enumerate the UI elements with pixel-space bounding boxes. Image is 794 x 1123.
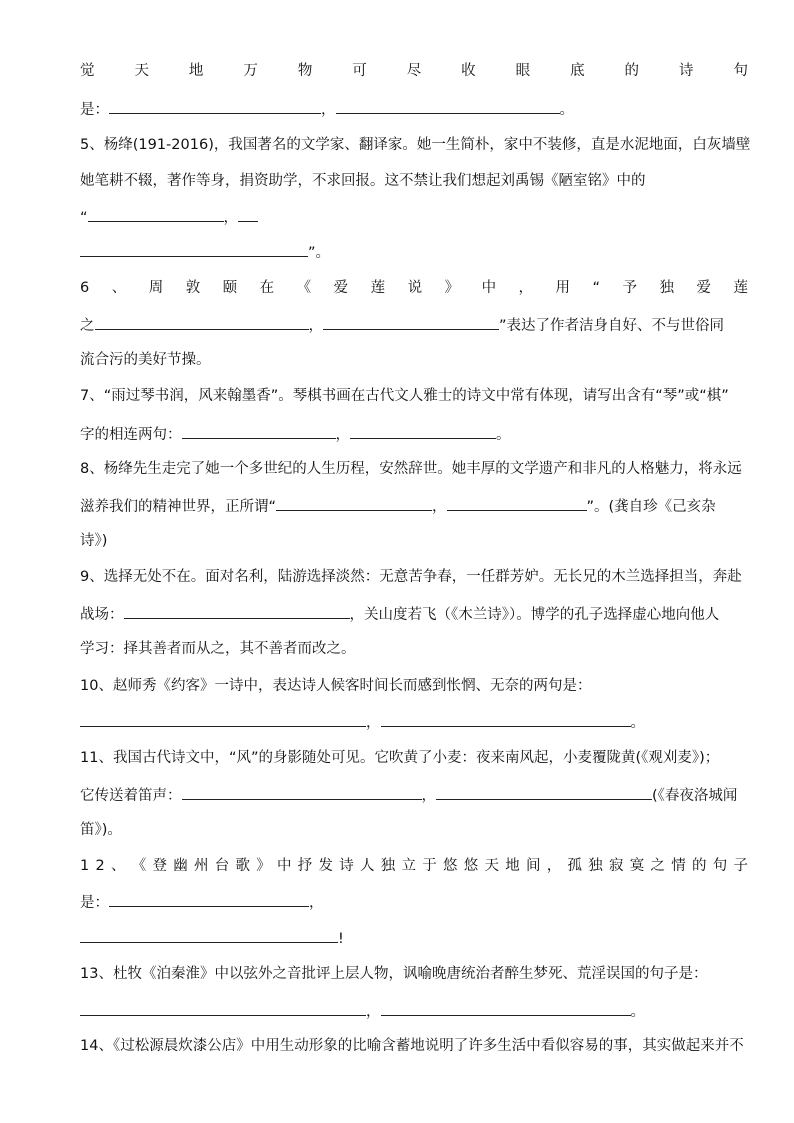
char: 、 bbox=[111, 280, 127, 296]
answer-blank[interactable] bbox=[88, 207, 224, 222]
q11-line-1: 11、我国古代诗文中，“风”的身影随处可见。它吹黄了小麦：夜来南风起，小麦覆陇黄(《观刈麦》)； bbox=[80, 750, 720, 766]
char: 中 bbox=[276, 858, 292, 874]
q12-line-1 bbox=[80, 857, 748, 875]
q5-line-4 bbox=[80, 242, 748, 262]
text: 是： bbox=[80, 102, 109, 118]
char: 物 bbox=[297, 63, 313, 79]
char: 周 bbox=[148, 280, 164, 296]
char: 悠 bbox=[442, 858, 458, 874]
char: 台 bbox=[214, 858, 230, 874]
char: 句 bbox=[712, 858, 728, 874]
answer-blank[interactable] bbox=[182, 785, 422, 800]
char: 在 bbox=[259, 280, 275, 296]
char: 予 bbox=[622, 280, 638, 296]
q7-line-1: 7、“雨过琴书润，风来翰墨香”。琴棋书画在古代文人雅士的诗文中常有体现，请写出含有“琴”或“棋” bbox=[80, 388, 729, 404]
text: ， bbox=[335, 427, 350, 443]
char: 、 bbox=[110, 858, 126, 874]
q8-line-1: 8、杨绛先生走完了她一个多世纪的人生历程，安然辞世。她丰厚的文学遗产和非凡的人格魅力，将永远 bbox=[80, 461, 742, 477]
char: 地 bbox=[188, 63, 204, 79]
q6-line-3: 流合污的美好节操。 bbox=[80, 352, 211, 368]
q9-line-1: 9、选择无处不在。面对名利，陆游选择淡然：无意苦争春，一任群芳妒。无长兄的木兰选择担当，奔赴 bbox=[80, 569, 742, 585]
q9-line-3: 学习：择其善者而从之，其不善者而改之。 bbox=[80, 641, 356, 657]
q10-line-1: 10、赵师秀《约客》一诗中，表达诗人候客时间长而感到怅惘、无奈的两句是： bbox=[80, 678, 592, 694]
char: ， bbox=[518, 280, 534, 296]
answer-blank[interactable] bbox=[323, 315, 499, 330]
char: 之 bbox=[650, 858, 665, 874]
text: ， bbox=[432, 499, 447, 515]
char: 寞 bbox=[629, 858, 645, 874]
char: 的 bbox=[624, 63, 640, 79]
q13-line-1: 13、杜牧《泊秦淮》中以弦外之音批评上层人物，讽喻晚唐统治者醉生梦死、荒淫误国的句子是： bbox=[80, 966, 708, 982]
char: 天 bbox=[134, 63, 149, 79]
q5-line-3 bbox=[80, 207, 748, 227]
answer-blank[interactable] bbox=[238, 207, 258, 222]
answer-blank[interactable] bbox=[336, 99, 560, 114]
q6-line-1 bbox=[80, 279, 748, 297]
q6-line-2 bbox=[80, 315, 748, 335]
text: 它传送着笛声： bbox=[80, 788, 182, 804]
text: ”。(龚自珍《己亥杂 bbox=[586, 499, 716, 515]
char: 孤 bbox=[567, 858, 582, 874]
char: 》 bbox=[256, 858, 271, 874]
char: 敦 bbox=[185, 280, 201, 296]
answer-blank[interactable] bbox=[80, 242, 308, 257]
text: 战场： bbox=[80, 607, 124, 623]
char: 地 bbox=[505, 858, 520, 874]
char: 收 bbox=[461, 63, 476, 79]
char: 独 bbox=[588, 858, 603, 874]
char: 登 bbox=[152, 858, 167, 874]
answer-blank[interactable] bbox=[381, 712, 631, 727]
q11-line-3: 笛》)。 bbox=[80, 822, 122, 838]
q7-line-2 bbox=[80, 424, 748, 444]
char: 诗 bbox=[339, 858, 354, 874]
answer-blank[interactable] bbox=[276, 496, 432, 511]
char: 6 bbox=[80, 280, 90, 296]
char: 用 bbox=[555, 280, 571, 296]
prev-question-line-2 bbox=[80, 99, 748, 119]
char: 说 bbox=[407, 280, 423, 296]
char: 的 bbox=[691, 858, 707, 874]
q8-line-2 bbox=[80, 496, 748, 516]
q13-line-2 bbox=[80, 1001, 748, 1021]
answer-blank[interactable] bbox=[80, 1001, 366, 1016]
char: 幽 bbox=[173, 858, 188, 874]
char: 发 bbox=[318, 858, 333, 874]
q5-line-1: 5、杨绛(191-2016)，我国著名的文学家、翻译家。她一生简朴，家中不装修，直是水泥地面，白灰墙壁 bbox=[80, 137, 751, 153]
q8-line-3: 诗》) bbox=[80, 533, 108, 549]
answer-blank[interactable] bbox=[381, 1001, 631, 1016]
char: 《 bbox=[296, 280, 312, 296]
text: ， bbox=[223, 210, 239, 226]
char: 情 bbox=[671, 858, 686, 874]
text: ! bbox=[338, 931, 344, 947]
text: 。 bbox=[559, 102, 574, 118]
char: 抒 bbox=[297, 858, 313, 874]
answer-blank[interactable] bbox=[182, 424, 336, 439]
char: 于 bbox=[422, 858, 437, 874]
answer-blank[interactable] bbox=[436, 785, 652, 800]
text: ， bbox=[366, 1004, 381, 1020]
text: ， bbox=[421, 788, 436, 804]
answer-blank[interactable] bbox=[95, 315, 309, 330]
text: ， bbox=[309, 895, 324, 911]
char: 爱 bbox=[696, 280, 711, 296]
char: “ bbox=[592, 280, 601, 296]
q9-line-2 bbox=[80, 604, 748, 624]
q12-line-2 bbox=[80, 892, 748, 912]
text: 字的相连两句： bbox=[80, 427, 182, 443]
char: 诗 bbox=[678, 63, 694, 79]
char: 《 bbox=[131, 858, 147, 874]
char: 悠 bbox=[463, 858, 479, 874]
char: 莲 bbox=[733, 280, 748, 296]
answer-blank[interactable] bbox=[80, 928, 338, 943]
char: 》 bbox=[444, 280, 460, 296]
char: 歌 bbox=[235, 858, 250, 874]
text: (《春夜洛城闻 bbox=[652, 788, 738, 804]
text: 是： bbox=[80, 895, 109, 911]
q12-line-3 bbox=[80, 928, 748, 948]
char: ， bbox=[546, 858, 562, 874]
char: 颐 bbox=[222, 280, 238, 296]
text: 。 bbox=[630, 1004, 645, 1020]
char: 子 bbox=[733, 858, 748, 874]
answer-blank[interactable] bbox=[124, 604, 350, 619]
char: 尽 bbox=[406, 63, 422, 79]
char: 莲 bbox=[370, 280, 386, 296]
text: ， bbox=[308, 318, 323, 334]
char: 万 bbox=[243, 63, 258, 79]
char: 天 bbox=[484, 858, 499, 874]
answer-blank[interactable] bbox=[350, 424, 496, 439]
char: 寂 bbox=[608, 858, 624, 874]
char: 中 bbox=[481, 280, 497, 296]
text: 。 bbox=[496, 427, 511, 443]
text: 滋养我们的精神世界，正所谓“ bbox=[80, 499, 277, 515]
text: ”。 bbox=[308, 245, 331, 261]
char: 觉 bbox=[80, 63, 95, 79]
char: 爱 bbox=[333, 280, 349, 296]
answer-blank[interactable] bbox=[109, 892, 309, 907]
text: ”表达了作者洁身自好、不与世俗同 bbox=[499, 318, 725, 334]
text: ， bbox=[321, 102, 336, 118]
char: 1 bbox=[80, 858, 90, 874]
text: ， bbox=[366, 715, 381, 731]
char: 2 bbox=[95, 858, 105, 874]
answer-blank[interactable] bbox=[109, 99, 321, 114]
prev-question-line-1 bbox=[80, 62, 748, 80]
text: 之 bbox=[80, 318, 95, 334]
char: 州 bbox=[193, 858, 209, 874]
char: 独 bbox=[659, 280, 674, 296]
q11-line-2 bbox=[80, 785, 748, 805]
char: 独 bbox=[380, 858, 396, 874]
answer-blank[interactable] bbox=[80, 712, 366, 727]
q5-line-2: 她笔耕不辍，著作等身，捐资助学，不求回报。这不禁让我们想起刘禹锡《陋室铭》中的 bbox=[80, 173, 646, 189]
char: 间 bbox=[525, 858, 541, 874]
char: 可 bbox=[352, 63, 367, 79]
char: 立 bbox=[401, 858, 416, 874]
text: 。 bbox=[630, 715, 645, 731]
answer-blank[interactable] bbox=[447, 496, 587, 511]
text: “ bbox=[80, 210, 88, 226]
q14-line-1: 14、《过松源晨炊漆公店》中用生动形象的比喻含蓄地说明了许多生活中看似容易的事，其实做起来并不 bbox=[80, 1038, 744, 1054]
char: 句 bbox=[733, 63, 748, 79]
text: ，关山度若飞（《木兰诗》）。博学的孔子选择虚心地向他人 bbox=[349, 607, 720, 623]
q10-line-2 bbox=[80, 712, 748, 732]
char: 眼 bbox=[515, 63, 531, 79]
char: 人 bbox=[359, 858, 375, 874]
char: 底 bbox=[570, 63, 585, 79]
